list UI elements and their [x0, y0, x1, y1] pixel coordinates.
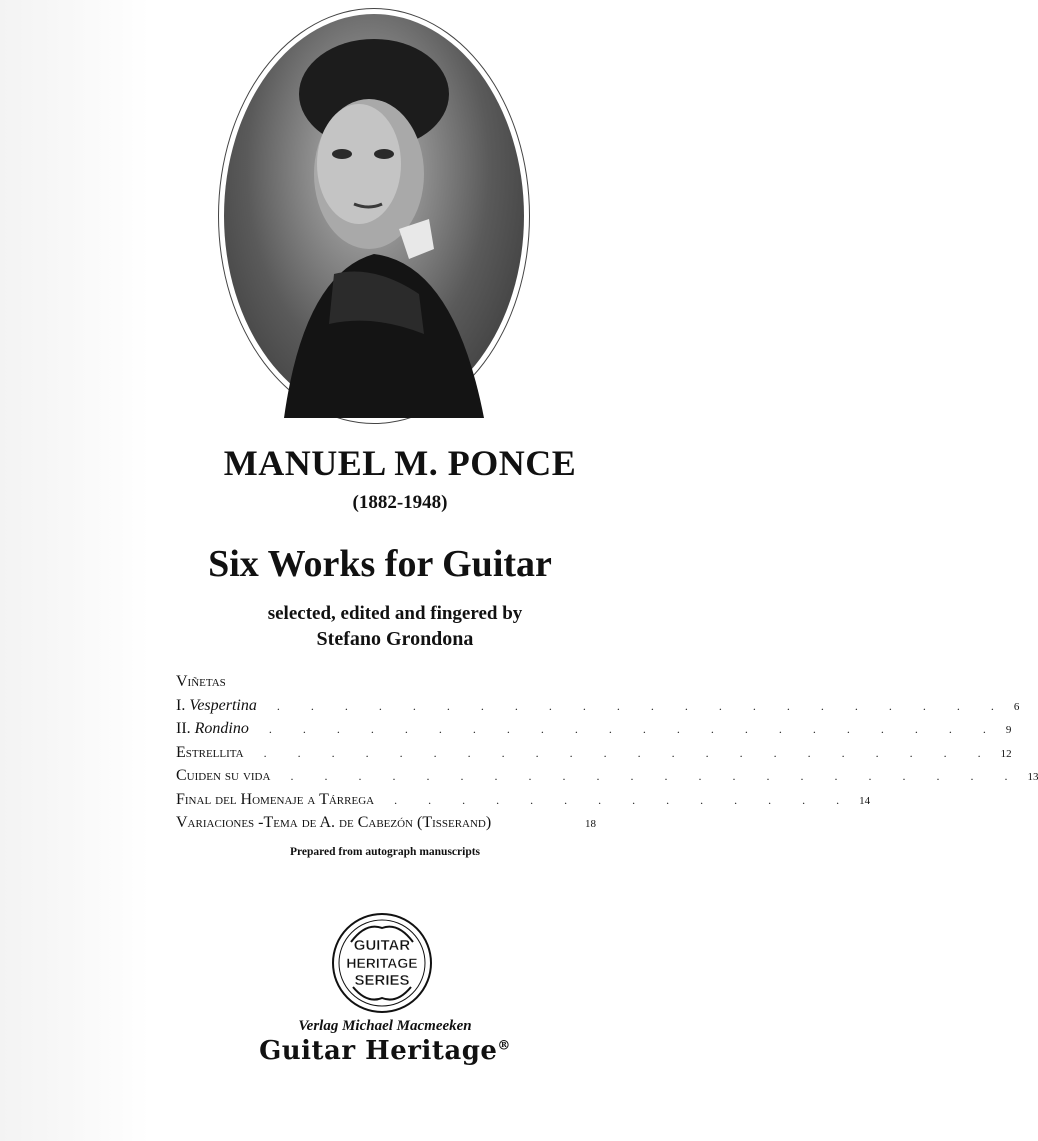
- svg-text:HERITAGE: HERITAGE: [346, 955, 418, 971]
- editor-name: Stefano Grondona: [316, 628, 474, 650]
- toc-item-label: Cuiden su vida: [176, 767, 271, 784]
- toc-page-number: 6: [1013, 700, 1020, 713]
- composer-portrait: [224, 14, 524, 418]
- selection-credit: selected, edited and fingered by: [267, 603, 523, 624]
- svg-text:SERIES: SERIES: [354, 972, 410, 989]
- toc-item: [176, 811, 596, 835]
- book-title: Six Works for Guitar: [208, 543, 552, 585]
- toc-page-number: 12: [1000, 747, 1012, 760]
- toc-page-number: 14: [859, 794, 871, 807]
- brand-name: Guitar Heritage: [259, 1036, 498, 1066]
- toc-item: [176, 788, 871, 812]
- toc-item-label: Variaciones -Tema de A. de Cabezón (Tisserand): [176, 814, 492, 831]
- toc-heading-row: [176, 670, 596, 694]
- toc-leader: . . . . . . . . . . . . . . . . . . . . . .: [268, 722, 1000, 736]
- toc-item: [176, 694, 1020, 718]
- toc-item: [176, 717, 1012, 741]
- publisher-name: Verlag Michael Macmeeken: [298, 1018, 472, 1034]
- toc-item: [176, 741, 1012, 765]
- guitar-heritage-series-seal: [331, 912, 433, 1014]
- composer-years: (1882-1948): [352, 492, 448, 513]
- toc-page-number: 18: [585, 818, 596, 830]
- toc-leader: . . . . . . . . . . . . . . . . . . . . . .: [290, 769, 1022, 783]
- portrait-frame: [218, 8, 530, 424]
- toc-item-label: Final del Homenaje a Tárrega: [176, 790, 375, 808]
- brand-logo: [0, 1036, 770, 1066]
- toc-heading: Viñetas: [176, 673, 226, 690]
- toc-leader: . . . . . . . . . . . . . . . . . . . . . .: [276, 698, 1008, 713]
- svg-text:GUITAR: GUITAR: [353, 937, 411, 954]
- composer-name: MANUEL M. PONCE: [223, 443, 577, 483]
- toc-leader: . . . . . . . . . . . . . .: [394, 792, 854, 807]
- toc-leader: . . . . . . . . . . . . . . . . . . . . . .: [263, 745, 995, 760]
- table-of-contents: [176, 670, 1038, 835]
- toc-item-label: I. Vespertina: [176, 696, 257, 714]
- toc-page-number: 13: [1027, 771, 1038, 783]
- toc-page-number: 9: [1005, 724, 1012, 736]
- registered-mark: ®: [497, 1038, 511, 1054]
- source-note: Prepared from autograph manuscripts: [289, 846, 481, 858]
- toc-item-label: Estrellita: [176, 743, 244, 761]
- toc-item: [176, 764, 1038, 788]
- toc-item-label: II. Rondino: [176, 720, 249, 737]
